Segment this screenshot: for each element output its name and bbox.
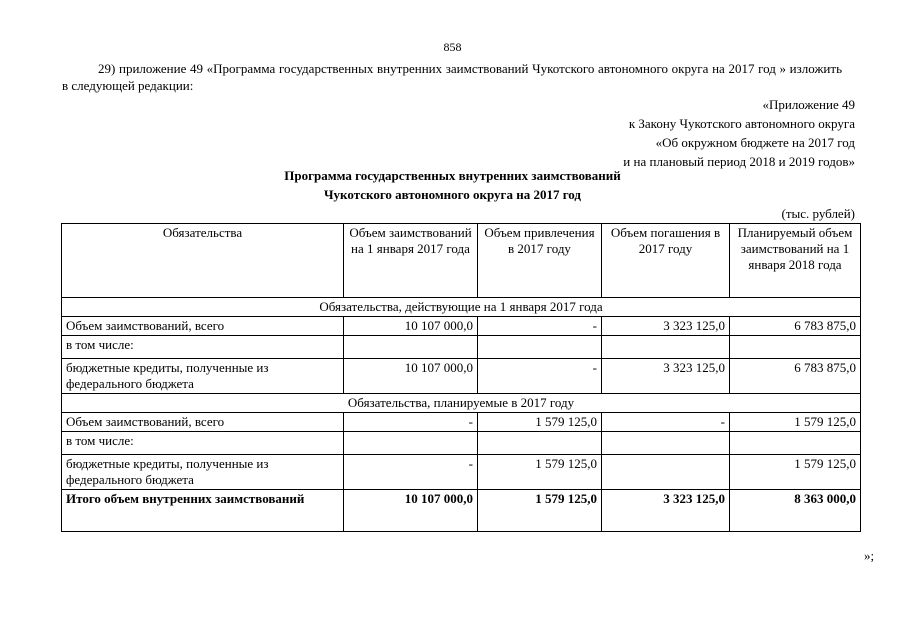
cell-attraction [478, 432, 602, 455]
cell-planned-end: 1 579 125,0 [730, 455, 861, 490]
total-volume-start: 10 107 000,0 [344, 490, 478, 532]
units-label: (тыс. рублей) [781, 206, 855, 221]
appendix-note-line: к Закону Чукотского автономного округа [628, 116, 855, 131]
header-planned-end: Планируемый объем заимствований на 1 января 2018 года [730, 224, 861, 298]
cell-attraction: - [478, 317, 602, 336]
cell-volume-start: 10 107 000,0 [344, 317, 478, 336]
table-row [62, 455, 861, 490]
table-header-row [62, 224, 861, 298]
table-row [62, 359, 861, 394]
title-line: Программа государственных внутренних заимствований [284, 168, 621, 183]
section-title: Обязательства, действующие на 1 января 2017 года [62, 298, 861, 317]
cell-planned-end [730, 336, 861, 359]
table-row [62, 317, 861, 336]
cell-planned-end: 1 579 125,0 [730, 413, 861, 432]
cell-repayment [602, 455, 730, 490]
cell-volume-start [344, 336, 478, 359]
title-line: Чукотского автономного округа на 2017 год [324, 187, 581, 202]
table-row [62, 432, 861, 455]
borrowing-table [61, 223, 861, 532]
total-planned-end: 8 363 000,0 [730, 490, 861, 532]
cell-planned-end [730, 432, 861, 455]
total-attraction: 1 579 125,0 [478, 490, 602, 532]
cell-attraction: 1 579 125,0 [478, 455, 602, 490]
cell-repayment: - [602, 413, 730, 432]
header-attraction: Объем привлечения в 2017 году [478, 224, 602, 298]
appendix-note-line: «Приложение 49 [762, 97, 855, 112]
header-repayment: Объем погашения в 2017 году [602, 224, 730, 298]
total-row [62, 490, 861, 532]
cell-attraction: 1 579 125,0 [478, 413, 602, 432]
cell-repayment [602, 432, 730, 455]
closing-quote-mark: »; [864, 548, 875, 563]
appendix-note [623, 95, 855, 171]
cell-volume-start: - [344, 455, 478, 490]
table-row [62, 336, 861, 359]
cell-repayment [602, 336, 730, 359]
row-label: в том числе: [62, 432, 344, 455]
total-repayment: 3 323 125,0 [602, 490, 730, 532]
cell-attraction: - [478, 359, 602, 394]
total-label: Итого объем внутренних заимствований [62, 490, 344, 532]
cell-planned-end: 6 783 875,0 [730, 359, 861, 394]
cell-planned-end: 6 783 875,0 [730, 317, 861, 336]
document-title [0, 166, 905, 204]
header-obligations: Обязательства [62, 224, 344, 298]
row-label: бюджетные кредиты, полученные из федерального бюджета [62, 359, 344, 394]
cell-volume-start [344, 432, 478, 455]
cell-repayment: 3 323 125,0 [602, 359, 730, 394]
row-label: в том числе: [62, 336, 344, 359]
cell-attraction [478, 336, 602, 359]
cell-repayment: 3 323 125,0 [602, 317, 730, 336]
section-title: Обязательства, планируемые в 2017 году [62, 394, 861, 413]
row-label: Объем заимствований, всего [62, 317, 344, 336]
row-label: Объем заимствований, всего [62, 413, 344, 432]
appendix-note-line: и на плановый период 2018 и 2019 годов» [623, 154, 855, 169]
row-label: бюджетные кредиты, полученные из федерального бюджета [62, 455, 344, 490]
section-row [62, 298, 861, 317]
appendix-note-line: «Об окружном бюджете на 2017 год [655, 135, 855, 150]
section-row [62, 394, 861, 413]
amendment-paragraph: 29) приложение 49 «Программа государственных внутренних заимствований Чукотского автономного округа на 2017 год » изложить в следующей редакции: [62, 61, 842, 93]
cell-volume-start: - [344, 413, 478, 432]
cell-volume-start: 10 107 000,0 [344, 359, 478, 394]
page-number: 858 [443, 40, 462, 54]
table-row [62, 413, 861, 432]
header-volume-start: Объем заимствований на 1 января 2017 года [344, 224, 478, 298]
